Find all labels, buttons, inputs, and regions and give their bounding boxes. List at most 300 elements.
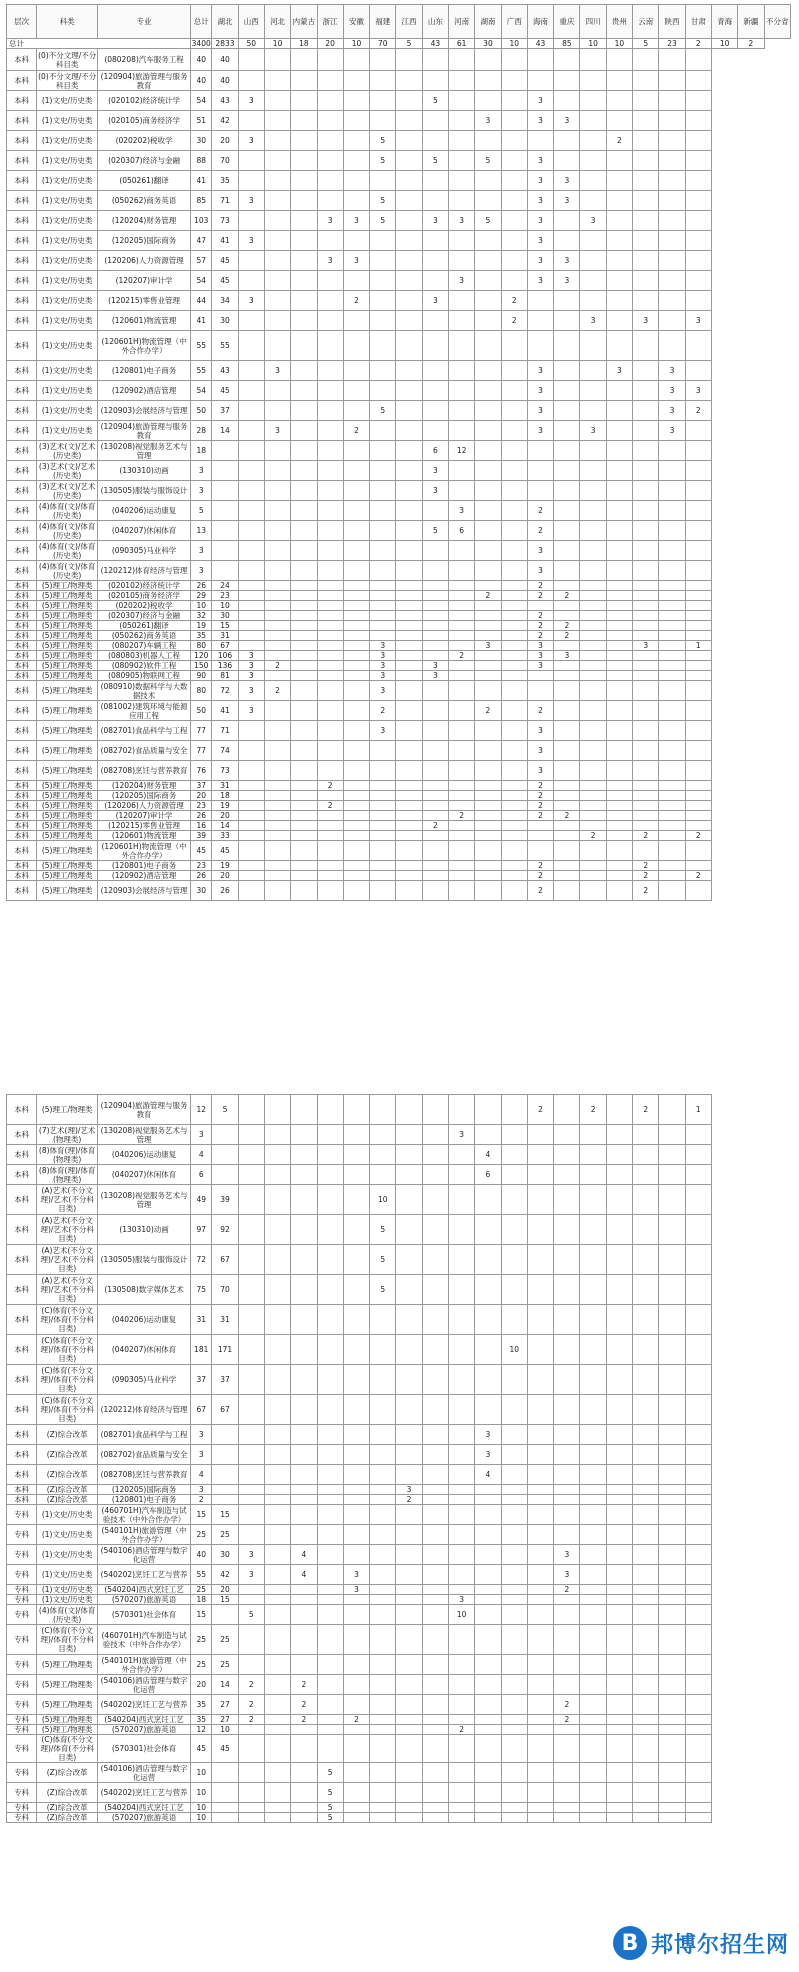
province-count-cell: 3 xyxy=(370,661,396,671)
category-cell: (1)文史/历史类 xyxy=(37,331,98,361)
major-cell: (082701)食品科学与工程 xyxy=(98,1425,191,1445)
enrollment-plan-table-part1 xyxy=(6,4,791,901)
province-count-cell xyxy=(633,1545,659,1565)
category-cell: (Z)综合改革 xyxy=(37,1445,98,1465)
province-count-cell: 4 xyxy=(291,1565,317,1585)
province-count-cell xyxy=(370,49,396,71)
province-count-cell xyxy=(633,1245,659,1275)
province-count-cell xyxy=(554,1445,580,1465)
province-count-cell xyxy=(606,831,632,841)
province-count-cell xyxy=(475,171,501,191)
province-count-cell: 2 xyxy=(554,1585,580,1595)
province-count-cell xyxy=(659,49,685,71)
province-count-cell xyxy=(501,651,527,661)
total-cell: 19 xyxy=(191,621,212,631)
province-count-cell xyxy=(370,111,396,131)
table-row xyxy=(7,1125,791,1145)
province-count-cell xyxy=(317,841,343,861)
province-count-cell xyxy=(580,681,606,701)
province-count-cell xyxy=(633,91,659,111)
table-row xyxy=(7,881,791,901)
province-count-cell xyxy=(396,361,422,381)
province-count-cell xyxy=(606,791,632,801)
province-count-cell xyxy=(659,291,685,311)
province-count-cell xyxy=(264,1545,290,1565)
province-count-cell xyxy=(475,1725,501,1735)
category-cell: (1)文史/历史类 xyxy=(37,1525,98,1545)
province-count-cell xyxy=(475,271,501,291)
province-count-cell xyxy=(554,1095,580,1125)
total-cell: 30 xyxy=(191,881,212,901)
province-count-cell xyxy=(422,1125,448,1145)
province-count-cell xyxy=(317,131,343,151)
province-count-cell xyxy=(422,231,448,251)
province-count-cell xyxy=(554,1625,580,1655)
province-count-cell xyxy=(554,1525,580,1545)
province-count-cell xyxy=(685,1495,711,1505)
province-count-cell xyxy=(685,91,711,111)
province-count-cell xyxy=(449,481,475,501)
province-count-cell: 2 xyxy=(501,311,527,331)
province-count-cell xyxy=(554,581,580,591)
province-count-cell xyxy=(554,1245,580,1275)
province-count-cell xyxy=(685,251,711,271)
level-cell: 本科 xyxy=(7,361,37,381)
province-count-cell xyxy=(396,631,422,641)
province-count-cell xyxy=(685,881,711,901)
summary-cell: 10 xyxy=(580,39,606,49)
table-row xyxy=(7,171,791,191)
province-count-cell xyxy=(317,91,343,111)
category-cell: (5)理工/物理类 xyxy=(37,681,98,701)
total-cell: 35 xyxy=(191,1695,212,1715)
province-count-cell xyxy=(422,1763,448,1783)
province-count-cell: 2 xyxy=(317,801,343,811)
province-count-cell xyxy=(291,601,317,611)
province-count-cell xyxy=(501,1245,527,1275)
province-count-cell xyxy=(475,1585,501,1595)
total-cell: 40 xyxy=(191,1545,212,1565)
table-header-row xyxy=(7,5,791,39)
province-count-cell xyxy=(238,541,264,561)
province-count-cell xyxy=(396,1125,422,1145)
province-count-cell xyxy=(317,1145,343,1165)
level-cell: 本科 xyxy=(7,171,37,191)
province-count-cell xyxy=(580,91,606,111)
province-count-cell xyxy=(343,1245,369,1275)
major-cell: (120601H)物流管理（中外合作办学） xyxy=(98,331,191,361)
level-cell: 本科 xyxy=(7,701,37,721)
province-count-cell: 3 xyxy=(370,681,396,701)
province-count-cell xyxy=(633,841,659,861)
province-count-cell xyxy=(659,1655,685,1675)
province-count-cell xyxy=(475,1485,501,1495)
category-cell: (5)理工/物理类 xyxy=(37,1695,98,1715)
province-count-cell xyxy=(685,1585,711,1595)
province-count-cell: 27 xyxy=(212,1695,238,1715)
province-count-cell xyxy=(343,1185,369,1215)
total-cell: 54 xyxy=(191,91,212,111)
province-count-cell: 5 xyxy=(370,151,396,171)
province-count-cell xyxy=(659,481,685,501)
province-count-cell: 3 xyxy=(449,501,475,521)
table-row xyxy=(7,681,791,701)
province-count-cell xyxy=(449,401,475,421)
province-count-cell xyxy=(422,701,448,721)
province-count-cell xyxy=(475,291,501,311)
province-count-cell xyxy=(396,661,422,671)
province-count-cell xyxy=(238,1165,264,1185)
province-count-cell xyxy=(606,441,632,461)
table-row xyxy=(7,1595,791,1605)
major-cell: (050261)翻译 xyxy=(98,621,191,631)
level-cell: 本科 xyxy=(7,71,37,91)
province-count-cell xyxy=(527,1565,553,1585)
total-cell: 75 xyxy=(191,1275,212,1305)
province-count-cell xyxy=(317,271,343,291)
province-count-cell xyxy=(475,311,501,331)
province-count-cell xyxy=(659,1505,685,1525)
province-count-cell: 34 xyxy=(212,291,238,311)
province-count-cell xyxy=(659,811,685,821)
province-count-cell xyxy=(501,741,527,761)
province-count-cell xyxy=(554,1505,580,1525)
province-count-cell xyxy=(396,1465,422,1485)
major-cell: (082708)烹饪与营养教育 xyxy=(98,1465,191,1485)
province-count-cell xyxy=(449,1445,475,1465)
province-count-cell xyxy=(343,1735,369,1763)
province-count-cell xyxy=(422,1803,448,1813)
total-cell: 54 xyxy=(191,381,212,401)
province-count-cell xyxy=(685,421,711,441)
province-count-cell xyxy=(449,1395,475,1425)
province-count-cell xyxy=(343,1425,369,1445)
province-count-cell xyxy=(554,291,580,311)
province-count-cell xyxy=(606,811,632,821)
province-count-cell: 4 xyxy=(475,1465,501,1485)
province-count-cell xyxy=(501,401,527,421)
province-count-cell xyxy=(449,541,475,561)
header-province: 湖北 xyxy=(212,5,238,39)
province-count-cell xyxy=(264,1655,290,1675)
category-cell: (5)理工/物理类 xyxy=(37,1715,98,1725)
province-count-cell xyxy=(422,1813,448,1823)
province-count-cell xyxy=(449,1585,475,1595)
table-row xyxy=(7,191,791,211)
province-count-cell xyxy=(449,1565,475,1585)
province-count-cell xyxy=(291,741,317,761)
category-cell: (1)文史/历史类 xyxy=(37,1545,98,1565)
province-count-cell xyxy=(527,1165,553,1185)
province-count-cell xyxy=(659,521,685,541)
province-count-cell xyxy=(343,1595,369,1605)
province-count-cell: 2 xyxy=(527,861,553,871)
province-count-cell xyxy=(449,681,475,701)
level-cell: 本科 xyxy=(7,841,37,861)
level-cell: 专科 xyxy=(7,1525,37,1545)
level-cell: 本科 xyxy=(7,1215,37,1245)
province-count-cell xyxy=(554,701,580,721)
province-count-cell: 73 xyxy=(212,761,238,781)
province-count-cell xyxy=(396,171,422,191)
province-count-cell xyxy=(501,1145,527,1165)
table-row xyxy=(7,49,791,71)
summary-cell: 50 xyxy=(238,39,264,49)
level-cell: 本科 xyxy=(7,191,37,211)
province-count-cell xyxy=(370,581,396,591)
province-count-cell xyxy=(554,801,580,811)
province-count-cell xyxy=(264,71,290,91)
province-count-cell xyxy=(449,761,475,781)
province-count-cell xyxy=(554,71,580,91)
level-cell: 本科 xyxy=(7,761,37,781)
province-count-cell xyxy=(580,1145,606,1165)
province-count-cell: 74 xyxy=(212,741,238,761)
province-count-cell xyxy=(422,561,448,581)
province-count-cell xyxy=(422,1735,448,1763)
province-count-cell xyxy=(238,1425,264,1445)
province-count-cell xyxy=(580,1585,606,1595)
province-count-cell xyxy=(317,701,343,721)
province-count-cell xyxy=(291,631,317,641)
table-row xyxy=(7,1245,791,1275)
province-count-cell xyxy=(317,1735,343,1763)
level-cell: 本科 xyxy=(7,1165,37,1185)
table-row xyxy=(7,91,791,111)
table-row xyxy=(7,151,791,171)
province-count-cell xyxy=(238,1485,264,1495)
table-row xyxy=(7,211,791,231)
province-count-cell: 35 xyxy=(212,171,238,191)
province-count-cell: 71 xyxy=(212,191,238,211)
province-count-cell: 41 xyxy=(212,231,238,251)
province-count-cell xyxy=(291,1215,317,1245)
province-count-cell xyxy=(317,111,343,131)
province-count-cell xyxy=(501,1803,527,1813)
header-province: 海南 xyxy=(527,5,553,39)
province-count-cell xyxy=(685,1803,711,1813)
major-cell: (120902)酒店管理 xyxy=(98,871,191,881)
province-count-cell xyxy=(291,421,317,441)
province-count-cell xyxy=(606,611,632,621)
province-count-cell xyxy=(606,1813,632,1823)
category-cell: (4)体育(文)/体育(历史类) xyxy=(37,501,98,521)
province-count-cell xyxy=(475,1735,501,1763)
table-row xyxy=(7,131,791,151)
province-count-cell xyxy=(238,1335,264,1365)
province-count-cell xyxy=(527,1275,553,1305)
province-count-cell xyxy=(422,611,448,621)
province-count-cell xyxy=(606,1585,632,1595)
province-count-cell: 14 xyxy=(212,821,238,831)
province-count-cell xyxy=(606,381,632,401)
province-count-cell xyxy=(633,381,659,401)
province-count-cell xyxy=(633,811,659,821)
province-count-cell xyxy=(580,1725,606,1735)
province-count-cell xyxy=(580,641,606,651)
province-count-cell xyxy=(291,361,317,381)
level-cell: 本科 xyxy=(7,1335,37,1365)
province-count-cell: 3 xyxy=(527,231,553,251)
province-count-cell xyxy=(475,441,501,461)
province-count-cell xyxy=(238,621,264,631)
province-count-cell xyxy=(501,601,527,611)
province-count-cell xyxy=(370,1335,396,1365)
province-count-cell xyxy=(422,1495,448,1505)
total-cell: 3 xyxy=(191,1485,212,1495)
province-count-cell xyxy=(343,1545,369,1565)
province-count-cell: 55 xyxy=(212,331,238,361)
major-cell: (082702)食品质量与安全 xyxy=(98,741,191,761)
level-cell: 本科 xyxy=(7,211,37,231)
province-count-cell xyxy=(422,1545,448,1565)
province-count-cell xyxy=(422,271,448,291)
province-count-cell xyxy=(291,311,317,331)
province-count-cell xyxy=(291,581,317,591)
province-count-cell xyxy=(317,1505,343,1525)
province-count-cell: 2 xyxy=(580,831,606,841)
province-count-cell xyxy=(422,681,448,701)
province-count-cell xyxy=(580,1395,606,1425)
table-row xyxy=(7,1725,791,1735)
table-row xyxy=(7,291,791,311)
province-count-cell xyxy=(685,271,711,291)
province-count-cell xyxy=(501,681,527,701)
major-cell: (120215)零售业管理 xyxy=(98,821,191,831)
total-cell: 55 xyxy=(191,1565,212,1585)
province-count-cell xyxy=(606,1565,632,1585)
province-count-cell xyxy=(685,1445,711,1465)
major-cell: (540106)酒店管理与数字化运营 xyxy=(98,1675,191,1695)
province-count-cell: 2 xyxy=(685,871,711,881)
total-cell: 30 xyxy=(191,131,212,151)
province-count-cell: 3 xyxy=(554,271,580,291)
total-cell: 10 xyxy=(191,1783,212,1803)
province-count-cell xyxy=(238,1245,264,1275)
province-count-cell: 2 xyxy=(527,871,553,881)
province-count-cell xyxy=(685,501,711,521)
province-count-cell xyxy=(685,521,711,541)
province-count-cell xyxy=(238,481,264,501)
province-count-cell xyxy=(633,1485,659,1495)
province-count-cell: 2 xyxy=(527,631,553,641)
province-count-cell xyxy=(475,131,501,151)
province-count-cell xyxy=(606,671,632,681)
category-cell: (Z)综合改革 xyxy=(37,1425,98,1445)
total-cell: 25 xyxy=(191,1525,212,1545)
province-count-cell xyxy=(291,781,317,791)
level-cell: 本科 xyxy=(7,271,37,291)
province-count-cell: 3 xyxy=(527,151,553,171)
province-count-cell xyxy=(554,311,580,331)
province-count-cell xyxy=(501,231,527,251)
province-count-cell: 3 xyxy=(554,1545,580,1565)
province-count-cell xyxy=(580,131,606,151)
province-count-cell xyxy=(317,601,343,611)
major-cell: (540204)西式烹饪工艺 xyxy=(98,1803,191,1813)
province-count-cell xyxy=(422,421,448,441)
province-count-cell xyxy=(685,1145,711,1165)
province-count-cell: 3 xyxy=(370,651,396,661)
province-count-cell xyxy=(659,1145,685,1165)
province-count-cell xyxy=(501,1215,527,1245)
province-count-cell xyxy=(685,811,711,821)
province-count-cell xyxy=(475,49,501,71)
province-count-cell xyxy=(422,1185,448,1215)
province-count-cell xyxy=(238,721,264,741)
province-count-cell: 3 xyxy=(527,111,553,131)
major-cell: (040206)运动康复 xyxy=(98,1305,191,1335)
province-count-cell xyxy=(212,461,238,481)
province-count-cell xyxy=(659,151,685,171)
summary-cell: 43 xyxy=(527,39,553,49)
province-count-cell xyxy=(633,701,659,721)
level-cell: 本科 xyxy=(7,1095,37,1125)
summary-label: 总计 xyxy=(7,39,191,49)
province-count-cell xyxy=(580,581,606,591)
province-count-cell xyxy=(501,1165,527,1185)
province-count-cell xyxy=(606,501,632,521)
total-cell: 12 xyxy=(191,1095,212,1125)
province-count-cell xyxy=(422,591,448,601)
province-count-cell xyxy=(291,1245,317,1275)
total-cell: 16 xyxy=(191,821,212,831)
province-count-cell xyxy=(317,1525,343,1545)
province-count-cell: 3 xyxy=(343,1585,369,1595)
province-count-cell xyxy=(291,331,317,361)
province-count-cell: 37 xyxy=(212,1365,238,1395)
province-count-cell xyxy=(501,1545,527,1565)
province-count-cell xyxy=(370,1725,396,1735)
province-count-cell xyxy=(501,861,527,871)
province-count-cell xyxy=(422,1715,448,1725)
province-count-cell xyxy=(659,1305,685,1335)
category-cell: (C)体育(不分文理)/体育(不分科目类) xyxy=(37,1365,98,1395)
province-count-cell xyxy=(264,251,290,271)
province-count-cell: 3 xyxy=(554,191,580,211)
category-cell: (1)文史/历史类 xyxy=(37,291,98,311)
table-row xyxy=(7,761,791,781)
province-count-cell xyxy=(238,831,264,841)
province-count-cell xyxy=(291,271,317,291)
province-count-cell xyxy=(370,1763,396,1783)
province-count-cell xyxy=(343,1655,369,1675)
province-count-cell xyxy=(422,1145,448,1165)
province-count-cell xyxy=(212,1425,238,1445)
province-count-cell xyxy=(370,1505,396,1525)
province-count-cell xyxy=(212,1495,238,1505)
province-count-cell xyxy=(370,1125,396,1145)
province-count-cell xyxy=(554,831,580,841)
province-count-cell xyxy=(501,1525,527,1545)
province-count-cell xyxy=(475,1395,501,1425)
province-count-cell xyxy=(527,1245,553,1275)
province-count-cell xyxy=(554,561,580,581)
header-province: 湖南 xyxy=(475,5,501,39)
province-count-cell xyxy=(396,1695,422,1715)
province-count-cell xyxy=(291,1125,317,1145)
province-count-cell: 3 xyxy=(449,271,475,291)
province-count-cell: 5 xyxy=(422,91,448,111)
province-count-cell xyxy=(291,611,317,621)
province-count-cell xyxy=(238,1215,264,1245)
table-row xyxy=(7,1275,791,1305)
province-count-cell xyxy=(370,611,396,621)
province-count-cell: 3 xyxy=(343,251,369,271)
province-count-cell xyxy=(475,791,501,801)
province-count-cell xyxy=(606,311,632,331)
province-count-cell xyxy=(317,381,343,401)
